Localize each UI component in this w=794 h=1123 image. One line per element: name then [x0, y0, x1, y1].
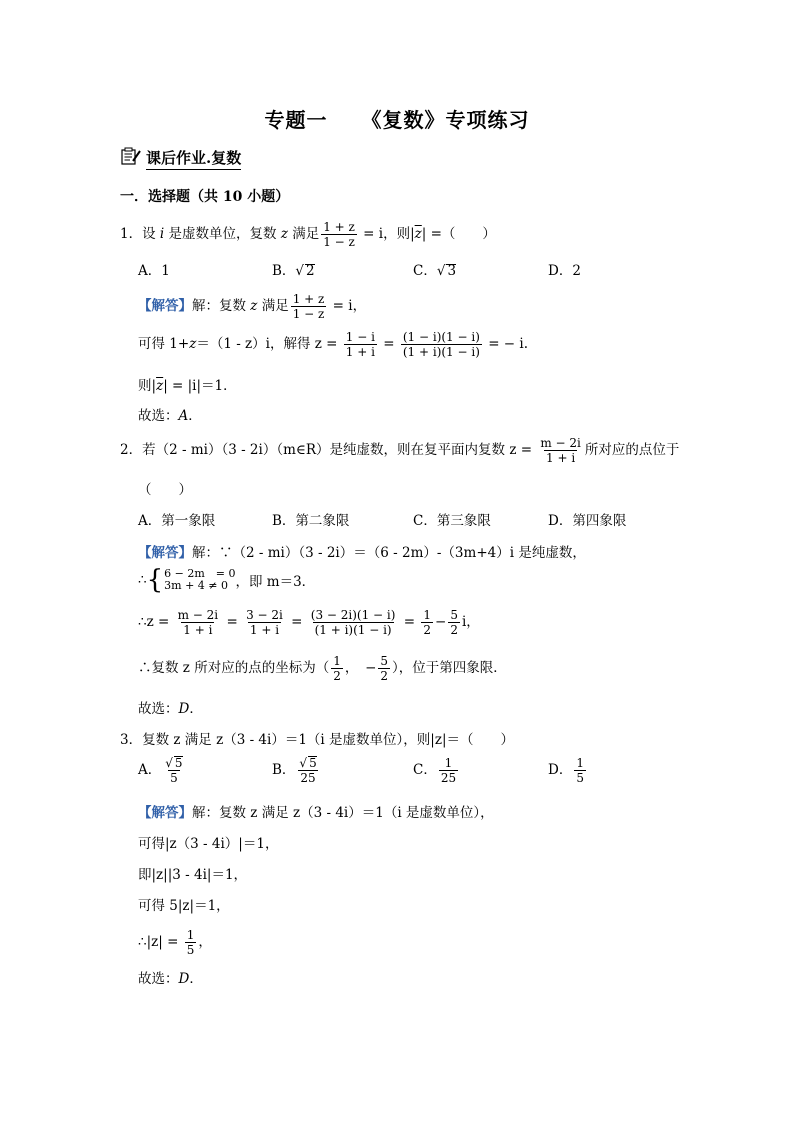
q3-s5-post: ， — [198, 934, 212, 950]
q2-frac-num: m − 2i — [540, 436, 581, 450]
q3-option-a[interactable] — [138, 756, 187, 785]
q2-option-d[interactable]: D．第四象限 — [548, 513, 627, 529]
q3-solution-choice — [138, 967, 203, 987]
q2-solution-line1 — [138, 541, 586, 561]
q2-choice-end: ． — [189, 701, 203, 717]
q3-option-b[interactable] — [272, 756, 321, 785]
q2-s3-f2-num: 3 − 2i — [246, 608, 283, 622]
q2-s3-f4-num: 1 — [423, 608, 431, 622]
q1-s1-post: = i， — [328, 298, 367, 314]
q3-option-d-den: 5 — [576, 771, 584, 785]
q1-s1-pre: 解：复数 — [192, 298, 251, 314]
q2-stem-text: 若（2 - mi）（3 - 2i）（m∈R）是纯虚数，则在复平面内复数 z = — [142, 442, 537, 458]
q3-option-c-num: 1 — [444, 756, 453, 770]
q3-option-b-frac — [297, 756, 318, 785]
q3-option-d-label: D． — [548, 762, 573, 778]
q2-s4-f2-num: 5 — [380, 654, 389, 668]
q2-s3-f1-den: 1 + i — [183, 623, 213, 637]
q1-solution-line2: 可得 1+z＝（1 - z）i，解得 z = $\frac{1 - i}{1 + i}$ = $\frac{(1 - i)(1 - i)}{(1 + i)(1 - i)}$ = − i. — [138, 330, 529, 359]
q2-s4-f1-num: 1 — [333, 654, 341, 668]
q1-option-c-label: C． — [413, 263, 437, 279]
q2-s4-f2-den: 2 — [380, 669, 389, 683]
q1-s2-mid: ＝（1 - z）i，解得 z = — [196, 336, 342, 352]
q2-s4-frac1 — [331, 654, 343, 683]
q3-solution-line3: 即|z||3 - 4i|＝1， — [138, 867, 248, 883]
q1-solution-choice — [138, 404, 202, 424]
q2-fraction — [538, 436, 583, 465]
q2-s4-mid: ， − — [344, 660, 377, 676]
q3-stem — [120, 728, 514, 748]
notepad-pencil-icon — [120, 146, 142, 170]
page-title — [0, 104, 794, 133]
q1-s2-frac2 — [401, 330, 482, 359]
q1-s2-post: = − i. — [483, 336, 529, 352]
q2-s3-post: i， — [461, 614, 480, 630]
q2-s3-f3-num: (3 − 2i)(1 − i) — [310, 608, 396, 622]
q2-choice-label: 故选： — [138, 701, 179, 717]
q1-stem: 1．设 i 是虚数单位，复数 z 满足 $\frac{1 + z}{1 - z}$ = i，则$|\overline{z}|$ =（ ） — [120, 220, 496, 249]
q3-option-d[interactable] — [548, 756, 588, 785]
q3-option-d-num: 1 — [576, 756, 584, 770]
q2-s3-frac1 — [176, 608, 221, 637]
q1-s1-fraction — [291, 292, 327, 321]
q3-choice-end: ． — [189, 971, 203, 987]
q1-frac-den: 1 − z — [323, 235, 355, 249]
q3-option-a-label: A． — [138, 762, 162, 778]
q2-s3-f3-den: (1 + i)(1 − i) — [314, 623, 392, 637]
q1-choice-label: 故选： — [138, 408, 179, 424]
q3-solution-line1 — [138, 801, 494, 821]
q1-option-b[interactable]: B．√ 2 — [272, 263, 315, 279]
q1-s3-pre: 则| — [138, 378, 157, 394]
q1-solution-line1: 【解答】解：复数 z 满足 $\frac{1 + z}{1 - z}$ = i， — [138, 292, 367, 321]
q3-solution-line5 — [138, 928, 212, 957]
q3-option-b-den: 25 — [300, 771, 316, 785]
q2-s3-f1-num: m − 2i — [177, 608, 219, 622]
q1-fraction — [321, 220, 357, 249]
q2-s2-post: ，即 m＝3． — [235, 574, 316, 590]
q3-option-b-label: B． — [272, 762, 296, 778]
q1-option-d[interactable]: D．2 — [548, 263, 581, 279]
q2-s3-frac4 — [421, 608, 433, 637]
q1-choice-end: ． — [188, 408, 202, 424]
q3-option-c-den: 25 — [440, 771, 457, 785]
q3-s1: 解：复数 z 满足 z（3 - 4i）＝1（i 是虚数单位）， — [192, 805, 494, 821]
q1-s1-frac-den: 1 − z — [292, 307, 325, 321]
q3-s5-frac — [185, 928, 197, 957]
title-right: 《复数》专项练习 — [361, 108, 530, 132]
q2-s3-f4-den: 2 — [423, 623, 431, 637]
q3-option-a-num: √ 5 — [165, 756, 183, 770]
q3-stem-text: 复数 z 满足 z（3 - 4i）＝1（i 是虚数单位），则|z|＝（ ） — [142, 732, 514, 748]
q2-option-a[interactable]: A．第一象限 — [138, 513, 216, 529]
q1-s2-frac1 — [344, 330, 377, 359]
q1-stem-c: 满足 — [287, 226, 320, 242]
q1-option-a[interactable]: A．1 — [138, 263, 170, 279]
q3-option-a-frac — [163, 756, 184, 785]
q2-brace: { — [146, 565, 164, 595]
q3-option-b-num-val: 5 — [309, 756, 317, 770]
q3-answer-label: 【解答】 — [138, 805, 192, 821]
q2-s3-frac3 — [309, 608, 398, 637]
q2-choice-answer: D — [178, 701, 190, 717]
q1-solution-line3: 则$|\overline{z}| = |i|=1$． — [138, 378, 237, 394]
q3-s5-num: 1 — [186, 928, 195, 942]
q3-solution-line2: 可得|z（3 - 4i）|＝1， — [138, 836, 279, 852]
q3-s5-pre: ∴|z| = — [138, 934, 183, 950]
section-heading: 一．选择题（共 10 小题） — [120, 189, 290, 205]
q3-option-d-frac — [574, 756, 586, 785]
q2-s4-frac2 — [378, 654, 390, 683]
q2-s3-pre: ∴z = — [138, 614, 174, 630]
q2-option-c[interactable]: C．第三象限 — [413, 513, 491, 529]
q1-choice-answer: A — [178, 408, 189, 424]
q1-s2-f1-den: 1 + i — [345, 345, 375, 359]
q3-option-a-num-val: 5 — [174, 756, 183, 770]
q2-stem — [120, 436, 679, 465]
q1-stem-d: = i，则| — [358, 226, 415, 242]
q3-number: 3． — [120, 732, 143, 748]
q1-answer-label: 【解答】 — [138, 298, 192, 314]
q1-s3-post: | = |i|＝1． — [163, 378, 237, 394]
q1-s2-f2-num: (1 − i)(1 − i) — [402, 330, 480, 344]
q2-brace-lines — [164, 568, 235, 592]
q1-option-b-val: 2 — [306, 263, 315, 279]
q1-s1-mid: 满足 — [257, 298, 289, 314]
q2-solution-line4 — [138, 654, 507, 683]
q1-stem-b: 是虚数单位，复数 — [164, 226, 281, 242]
q3-option-a-den: 5 — [170, 771, 178, 785]
q2-stem-paren: （ ） — [138, 482, 192, 498]
q3-option-c[interactable] — [413, 756, 460, 785]
q3-s5-den: 5 — [186, 943, 195, 957]
q1-option-c[interactable]: C．√ 3 — [413, 263, 457, 279]
q2-s2-pre: ∴ — [138, 572, 147, 588]
q1-stem-a: 设 — [142, 226, 160, 242]
q1-s2-f1-num: 1 − i — [345, 330, 375, 344]
q2-system — [138, 565, 316, 595]
q1-option-c-val: 3 — [447, 263, 457, 279]
q1-s1-frac-num: 1 + z — [292, 292, 325, 306]
q1-frac-num: 1 + z — [323, 220, 355, 234]
title-left: 专题一 — [264, 108, 328, 132]
section-label: 课后作业.复数 — [146, 147, 241, 170]
q2-brace-line2: 3m + 4 ≠ 0 — [164, 579, 228, 592]
q2-solution-choice — [138, 697, 203, 717]
q3-choice-answer: D — [178, 971, 190, 987]
q2-s3-f5-den: 2 — [450, 623, 458, 637]
q3-option-c-frac — [439, 756, 458, 785]
q1-number: 1． — [120, 226, 143, 242]
q2-stem-end: 所对应的点位于 — [584, 442, 680, 458]
q2-s1: 解：∵（2 - mi）（3 - 2i）＝（6 - 2m）-（3m+4）i 是纯虚数， — [192, 545, 586, 561]
q2-s4-post: ），位于第四象限． — [392, 660, 507, 676]
q2-s3-frac5 — [448, 608, 460, 637]
q1-s2-f2-den: (1 + i)(1 − i) — [402, 345, 480, 359]
q2-number: 2． — [120, 442, 143, 458]
q3-option-b-num: √ 5 — [299, 756, 317, 770]
section-tag — [120, 146, 241, 170]
q2-answer-label: 【解答】 — [138, 545, 192, 561]
q2-option-b[interactable]: B．第二象限 — [272, 513, 350, 529]
q2-solution-line2 — [138, 565, 316, 595]
q1-option-b-label: B． — [272, 263, 296, 279]
q2-s4-f1-den: 2 — [333, 669, 341, 683]
q2-s3-f5-num: 5 — [450, 608, 458, 622]
q2-brace-line1: 6 − 2m = 0 — [164, 567, 236, 580]
q2-s3-f2-den: 1 + i — [249, 623, 280, 637]
q1-stem-e: | =（ ） — [421, 226, 496, 242]
q3-option-c-label: C． — [413, 762, 437, 778]
q3-choice-label: 故选： — [138, 971, 179, 987]
q1-s2-pre: 可得 1+ — [138, 336, 190, 352]
q2-s3-frac2 — [244, 608, 285, 637]
q2-solution-line3: ∴z = $\frac{m - 2i}{1 + i}$ = $\frac{3 - 2i}{1 + i}$ = $\frac{(3 - 2i)(1 - i)}{(1 + i)(1 - i)}$ = $\frac{1}{2}$ − $\frac{5}{2}$ i， — [138, 608, 480, 637]
q3-solution-line4: 可得 5|z|＝1， — [138, 898, 230, 914]
q2-s4-pre: ∴复数 z 所对应的点的坐标为（ — [138, 660, 330, 676]
q2-frac-den: 1 + i — [546, 451, 576, 465]
